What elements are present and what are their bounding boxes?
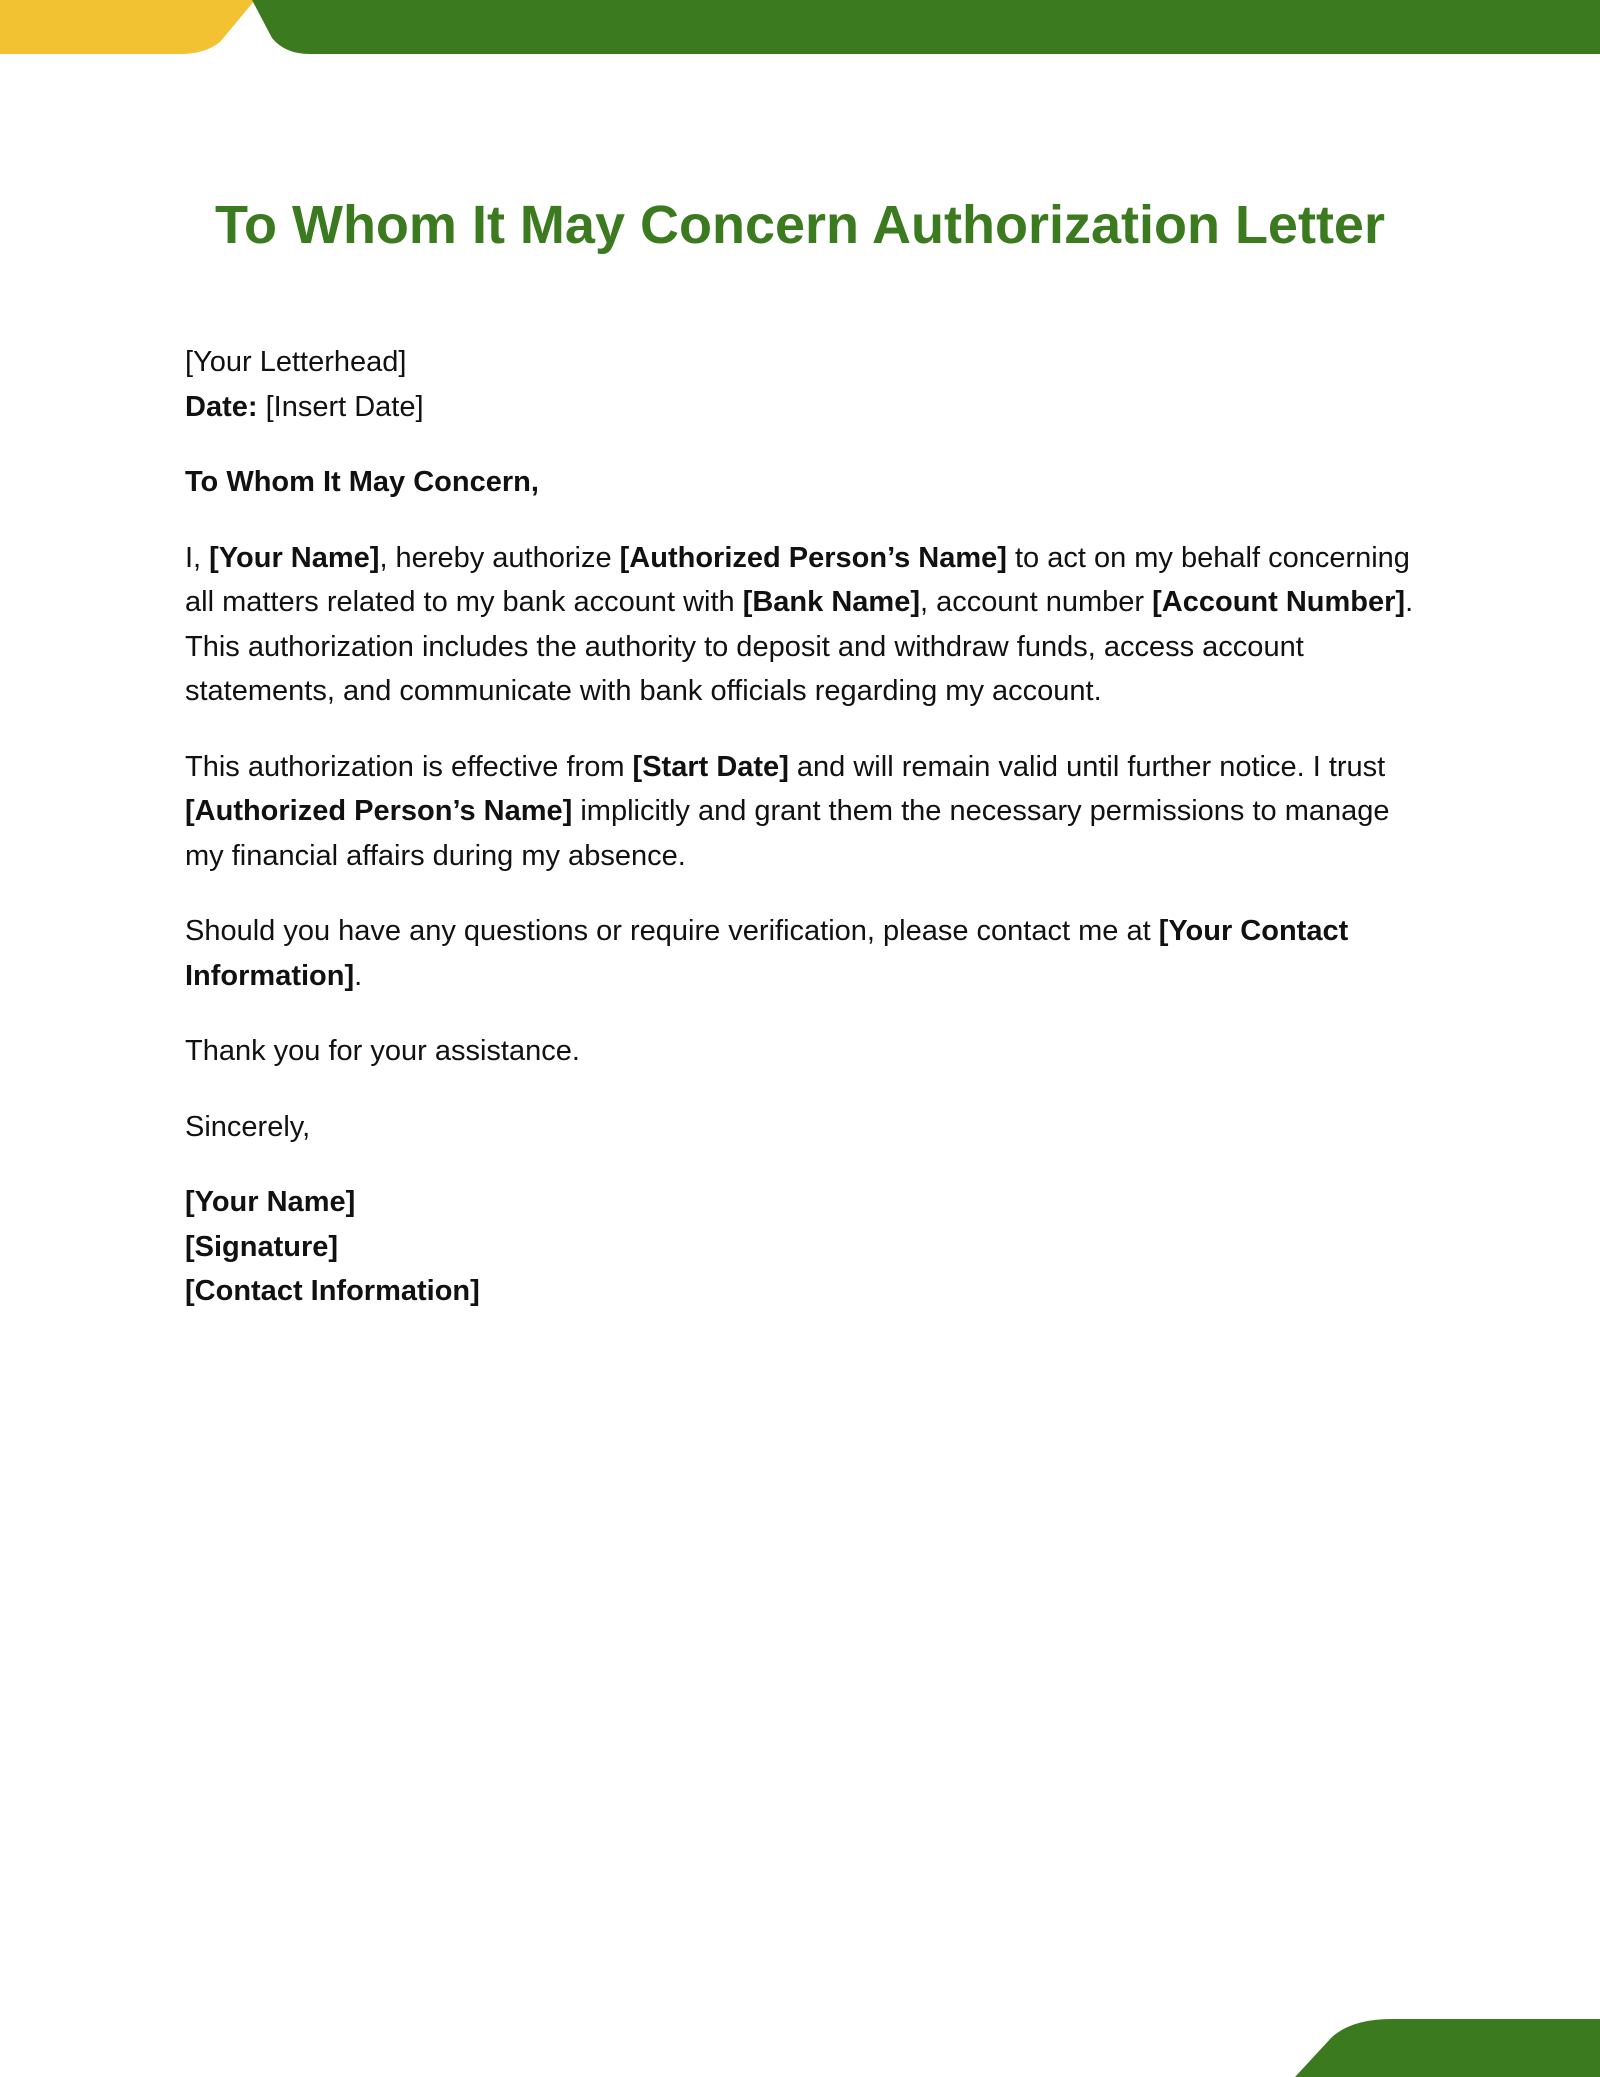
p1-text-5: . This authorization includes the authority to deposit and withdraw funds, access account statements, and communicate with bank officials regarding my account.: [185, 586, 1414, 707]
p2-text-1: This authorization is effective from: [185, 750, 633, 783]
letter-body: [185, 340, 1425, 1314]
p1-account-number: [Account Number]: [1152, 586, 1406, 618]
letterhead: [Your Letterhead]: [185, 346, 407, 378]
date-line: [185, 385, 1425, 430]
thanks-line: Thank you for your assistance.: [185, 1035, 580, 1067]
date-label: Date:: [185, 390, 258, 423]
top-yellow-shape: [0, 0, 255, 54]
p1-text-3: to act on my behalf concerning all matters related to my bank account with: [185, 541, 1410, 618]
signature-name-text: [Your Name]: [185, 1186, 356, 1218]
p1-text-2: , hereby authorize: [379, 541, 620, 574]
paragraph-authorization: [185, 536, 1425, 714]
p3-text-2: .: [354, 959, 363, 992]
date-value: [Insert Date]: [265, 390, 424, 423]
signature-text: [Signature]: [185, 1230, 339, 1263]
bottom-decorative-band: [0, 2017, 1600, 2077]
p1-authorized-name: [Authorized Person’s Name]: [619, 541, 1007, 574]
p1-text-4: , account number: [919, 586, 1153, 618]
p3-contact: [Your Contact Information]: [185, 915, 1349, 992]
p1-bank-name: [Bank Name]: [742, 586, 920, 618]
page-title: To Whom It May Concern Authorization Letter: [215, 195, 1385, 255]
paragraph-effective: [185, 745, 1425, 879]
salutation: [185, 460, 1425, 505]
signature-contact-text: [Contact Information]: [185, 1275, 480, 1307]
p1-your-name: [Your Name]: [209, 541, 380, 574]
p2-text-2: and will remain valid until further notice. I trust: [788, 750, 1386, 783]
signature-name: [185, 1180, 1425, 1225]
signature-contact: [185, 1269, 1425, 1314]
p2-authorized-name: [Authorized Person’s Name]: [185, 795, 573, 827]
signature-line: [185, 1225, 1425, 1270]
bottom-green-shape: [1295, 2019, 1600, 2077]
top-green-band: [252, 0, 1600, 54]
top-decorative-band: [0, 0, 1600, 60]
p3-text-1: Should you have any questions or require verification, please contact me at: [185, 915, 1159, 947]
p2-start-date: [Start Date]: [632, 750, 789, 783]
p1-text-1: I,: [185, 541, 210, 574]
p2-text-3: implicitly and grant them the necessary permissions to manage my financial affairs during my absence.: [185, 795, 1390, 872]
salutation-text: To Whom It May Concern,: [185, 466, 539, 498]
paragraph-contact: [185, 909, 1425, 998]
closing-line: Sincerely,: [185, 1110, 311, 1143]
